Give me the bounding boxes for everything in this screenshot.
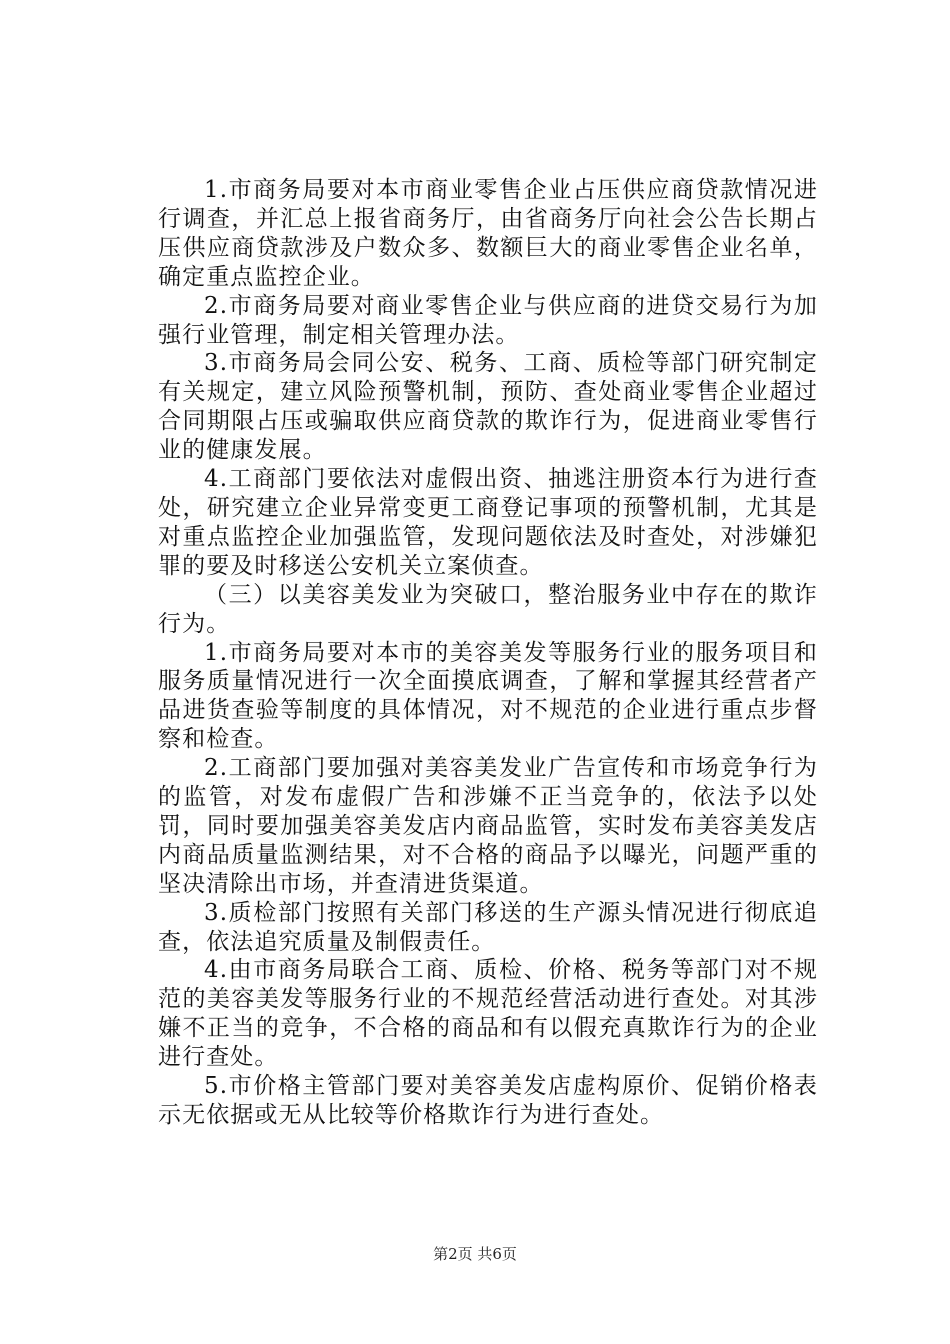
paragraph-8: 4.由市商务局联合工商、质检、价格、税务等部门对不规范的美容美发等服务行业的不规范经营活动进行查处。对其涉嫌不正当的竞争，不合格的商品和有以假充真欺诈行为的企业进行查处。: [158, 957, 818, 1071]
document-body: [158, 176, 818, 1130]
paragraph-6: 2.工商部门要加强对美容美发业广告宣传和市场竞争行为的监管，对发布虚假广告和涉嫌不正当竞争的，依法予以处罚，同时要加强美容美发店内商品监管，实时发布美容美发店内商品质量监测结果，对不合格的商品予以曝光，问题严重的坚决清除出市场，并查清进货渠道。: [158, 755, 818, 897]
paragraph-3: 3.市商务局会同公安、税务、工商、质检等部门研究制定有关规定，建立风险预警机制，预防、查处商业零售企业超过合同期限占压或骗取供应商贷款的欺诈行为，促进商业零售行业的健康发展。: [158, 350, 818, 464]
paragraph-9: 5.市价格主管部门要对美容美发店虚构原价、促销价格表示无依据或无从比较等价格欺诈行为进行查处。: [158, 1073, 818, 1128]
paragraph-4: 4.工商部门要依法对虚假出资、抽逃注册资本行为进行查处，研究建立企业异常变更工商登记事项的预警机制，尤其是对重点监控企业加强监管，发现问题依法及时查处，对涉嫌犯罪的要及时移送公安机关立案侦查。: [158, 466, 818, 579]
paragraph-5: 1.市商务局要对本市的美容美发等服务行业的服务项目和服务质量情况进行一次全面摸底调查，了解和掌握其经营者产品进货查验等制度的具体情况，对不规范的企业进行重点步督察和检查。: [158, 639, 818, 753]
paragraph-7: 3.质检部门按照有关部门移送的生产源头情况进行彻底追查，依法追究质量及制假责任。: [158, 899, 818, 955]
section-heading: （三）以美容美发业为突破口，整治服务业中存在的欺诈行为。: [158, 581, 818, 637]
paragraph-1: 1.市商务局要对本市商业零售企业占压供应商贷款情况进行调查，并汇总上报省商务厅，由省商务厅向社会公告长期占压供应商贷款涉及户数众多、数额巨大的商业零售企业名单，确定重点监控企业。: [158, 177, 818, 290]
page-number-footer: 第2页 共6页: [433, 1245, 517, 1263]
paragraph-2: 2.市商务局要对商业零售企业与供应商的进贷交易行为加强行业管理，制定相关管理办法。: [158, 292, 818, 348]
